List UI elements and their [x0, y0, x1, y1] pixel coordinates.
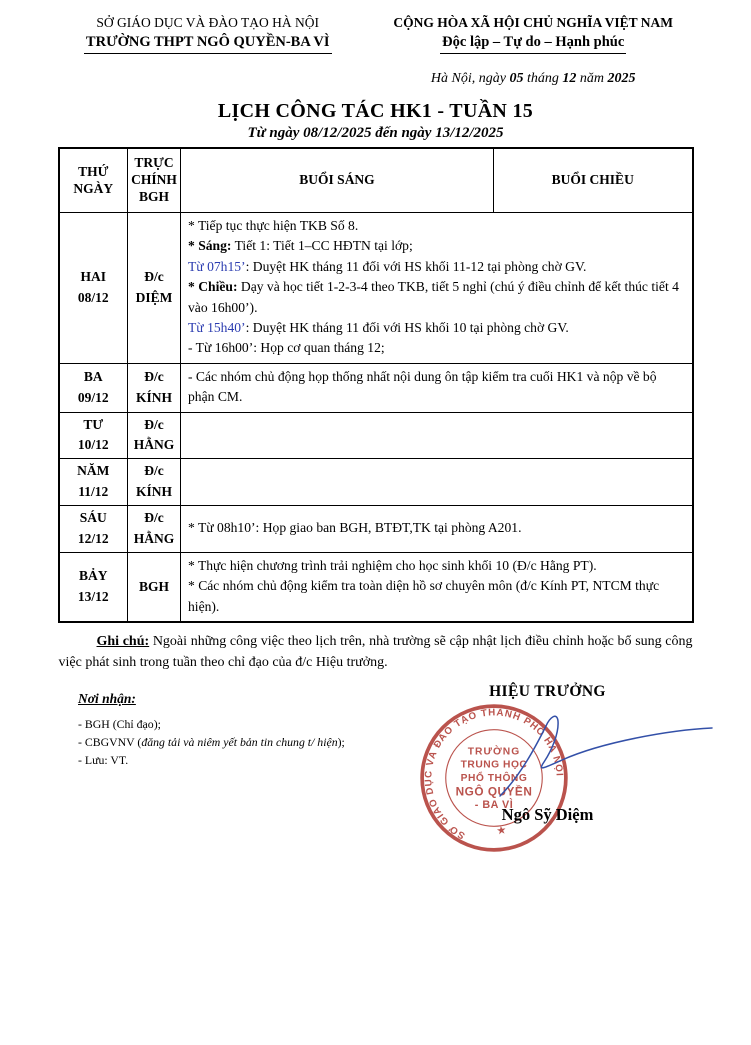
duty-cell [128, 213, 181, 364]
svg-text:- BA VÌ: - BA VÌ [474, 798, 514, 811]
duty-cell [128, 459, 181, 506]
duty-line: HẰNG [133, 437, 175, 453]
recipients-label: Nơi nhận: [78, 690, 136, 706]
schedule-line [188, 277, 685, 318]
duty-line: BGH [138, 578, 169, 594]
schedule-content-cell [181, 506, 693, 553]
column-header-morning: BUỔI SÁNG [181, 148, 494, 212]
table-row [59, 213, 693, 364]
day-line: NĂM [77, 463, 110, 479]
recipient-item [78, 751, 345, 769]
text-segment: - Từ 16h00’: Họp cơ quan tháng 12; [188, 340, 385, 356]
day-line: 11/12 [78, 484, 109, 500]
recipients-block [78, 691, 345, 770]
stamp-center-text [456, 744, 533, 810]
schedule-content-cell [181, 412, 693, 459]
text-segment: * Các nhóm chủ động kiểm tra toàn diện hồ sơ chuyên môn (đ/c Kính PT, NTCM thực hiện). [188, 578, 660, 614]
duty-line: Đ/c [144, 416, 164, 432]
school-stamp [417, 701, 571, 855]
stamp-ring-text: SỞ GIÁO DỤC VÀ ĐÀO TẠO THÀNH PHỐ HÀ NỘI [423, 707, 565, 841]
schedule-line [188, 257, 685, 277]
table-row [59, 363, 693, 412]
schedule-line [188, 236, 685, 256]
note-text: Ngoài những công việc theo lịch trên, nhà trường sẽ cập nhật lịch điều chỉnh hoặc bổ sung công việc phát sinh trong tuần theo chỉ đạo của đ/c Hiệu trưởng. [58, 634, 693, 670]
recipient-item [78, 733, 345, 751]
country-title: CỘNG HÒA XÃ HỘI CHỦ NGHĨA VIỆT NAM [393, 15, 674, 30]
department-name: SỞ GIÁO DỤC VÀ ĐÀO TẠO HÀ NỘI [96, 15, 320, 30]
duty-line: Đ/c [144, 463, 164, 479]
schedule-line [188, 556, 685, 576]
day-cell [59, 412, 128, 459]
national-motto-block [357, 14, 709, 87]
day-line: SÁU [79, 510, 107, 526]
svg-text:TRUNG HỌC: TRUNG HỌC [460, 759, 528, 771]
day-line: HAI [80, 268, 106, 284]
text-segment: : Duyệt HK tháng 11 đối với HS khối 10 tại phòng chờ GV. [245, 319, 569, 335]
duty-cell [128, 553, 181, 623]
text-segment: đăng tải và niêm yết bản tin chung t/ hiện [141, 735, 338, 750]
text-segment: * Tiếp tục thực hiện TKB Số 8. [188, 218, 359, 234]
national-motto: Độc lập – Tự do – Hạnh phúc [357, 33, 709, 55]
schedule-line [188, 367, 685, 408]
duty-cell [128, 412, 181, 459]
day-line: 09/12 [77, 389, 109, 405]
table-header-row [59, 148, 693, 212]
document-header [0, 0, 751, 87]
day-line: 13/12 [77, 589, 109, 605]
day-cell [59, 459, 128, 506]
school-name: TRƯỜNG THPT NGÔ QUYỀN-BA VÌ [58, 33, 357, 55]
signer-title: HIỆU TRƯỞNG [489, 682, 606, 700]
issuing-authority-block [58, 14, 357, 87]
text-segment: ); [337, 735, 345, 750]
schedule-table [58, 147, 694, 623]
text-segment: Tiết 1: Tiết 1–CC HĐTN tại lớp; [231, 238, 413, 254]
day-cell [59, 213, 128, 364]
column-header-duty: TRỰC CHÍNH BGH [128, 148, 181, 212]
text-segment: - Lưu: VT. [78, 753, 129, 768]
day-cell [59, 553, 128, 623]
schedule-content-cell [181, 459, 693, 506]
day-cell [59, 363, 128, 412]
svg-text:TRƯỜNG: TRƯỜNG [467, 746, 521, 758]
note-paragraph [59, 632, 693, 673]
text-segment: - CBGVNV ( [78, 735, 142, 750]
day-line: 08/12 [77, 289, 109, 305]
duty-line: KÍNH [135, 389, 172, 405]
recipients-list [78, 715, 345, 770]
duty-line: Đ/c [144, 368, 164, 384]
table-row [59, 553, 693, 623]
duty-line: KÍNH [135, 484, 172, 500]
stamp-star-icon: ★ [495, 824, 508, 838]
schedule-content-cell [181, 363, 693, 412]
text-segment: * Thực hiện chương trình trải nghiệm cho học sinh khối 10 (Đ/c Hằng PT). [188, 558, 597, 574]
day-line: 10/12 [77, 437, 109, 453]
schedule-line [188, 318, 685, 338]
duty-cell [128, 363, 181, 412]
text-segment: * Chiều: [188, 279, 238, 295]
date-line: Hà Nội, ngày 05 tháng 12 năm 2025 [430, 71, 636, 87]
text-segment: * Sáng: [188, 238, 232, 254]
signer-name: Ngô Sỹ Diệm [501, 804, 594, 824]
duty-line: Đ/c [144, 510, 164, 526]
note-label: Ghi chú: [96, 634, 150, 650]
document-footer [0, 683, 751, 1013]
page-subtitle: Từ ngày 08/12/2025 đến ngày 13/12/2025 [247, 125, 504, 142]
column-header-afternoon: BUỔI CHIỀU [494, 148, 693, 212]
recipient-item [78, 715, 345, 733]
table-row [59, 412, 693, 459]
duty-cell [128, 506, 181, 553]
column-header-day: THỨ NGÀY [59, 148, 128, 212]
svg-text:NGÔ QUYỀN: NGÔ QUYỀN [455, 784, 533, 799]
day-line: 12/12 [77, 531, 109, 547]
duty-line: HẰNG [133, 531, 175, 547]
svg-text:PHỔ THÔNG: PHỔ THÔNG [460, 772, 528, 784]
table-row [59, 506, 693, 553]
text-segment: : Duyệt HK tháng 11 đối với HS khối 11-12 tại phòng chờ GV. [245, 258, 587, 274]
schedule-line [188, 576, 685, 617]
duty-line: Đ/c [144, 268, 164, 284]
text-segment: Từ 07h15’ [188, 258, 246, 274]
schedule-content-cell [181, 213, 693, 364]
day-line: BẢY [78, 568, 108, 584]
day-line: BA [83, 368, 103, 384]
text-segment: * Từ 08h10’: Họp giao ban BGH, BTĐT,TK tại phòng A201. [188, 520, 522, 536]
table-row [59, 459, 693, 506]
schedule-content-cell [181, 553, 693, 623]
schedule-line [188, 338, 685, 358]
day-cell [59, 506, 128, 553]
text-segment: - BGH (Chỉ đạo); [78, 716, 161, 731]
duty-line: DIỆM [135, 289, 173, 305]
schedule-line [188, 216, 685, 236]
text-segment: Từ 15h40’ [188, 319, 246, 335]
text-segment: Dạy và học tiết 1-2-3-4 theo TKB, tiết 5 nghỉ (chú ý điều chỉnh để kết thúc tiết 4 vào 16h00’). [188, 279, 679, 315]
text-segment: - Các nhóm chủ động họp thống nhất nội dung ôn tập kiểm tra cuối HK1 và nộp về bộ phận CM. [188, 368, 657, 405]
page-title: LỊCH CÔNG TÁC HK1 - TUẦN 15 [217, 100, 534, 123]
schedule-line [188, 518, 685, 538]
day-line: TƯ [83, 416, 104, 432]
